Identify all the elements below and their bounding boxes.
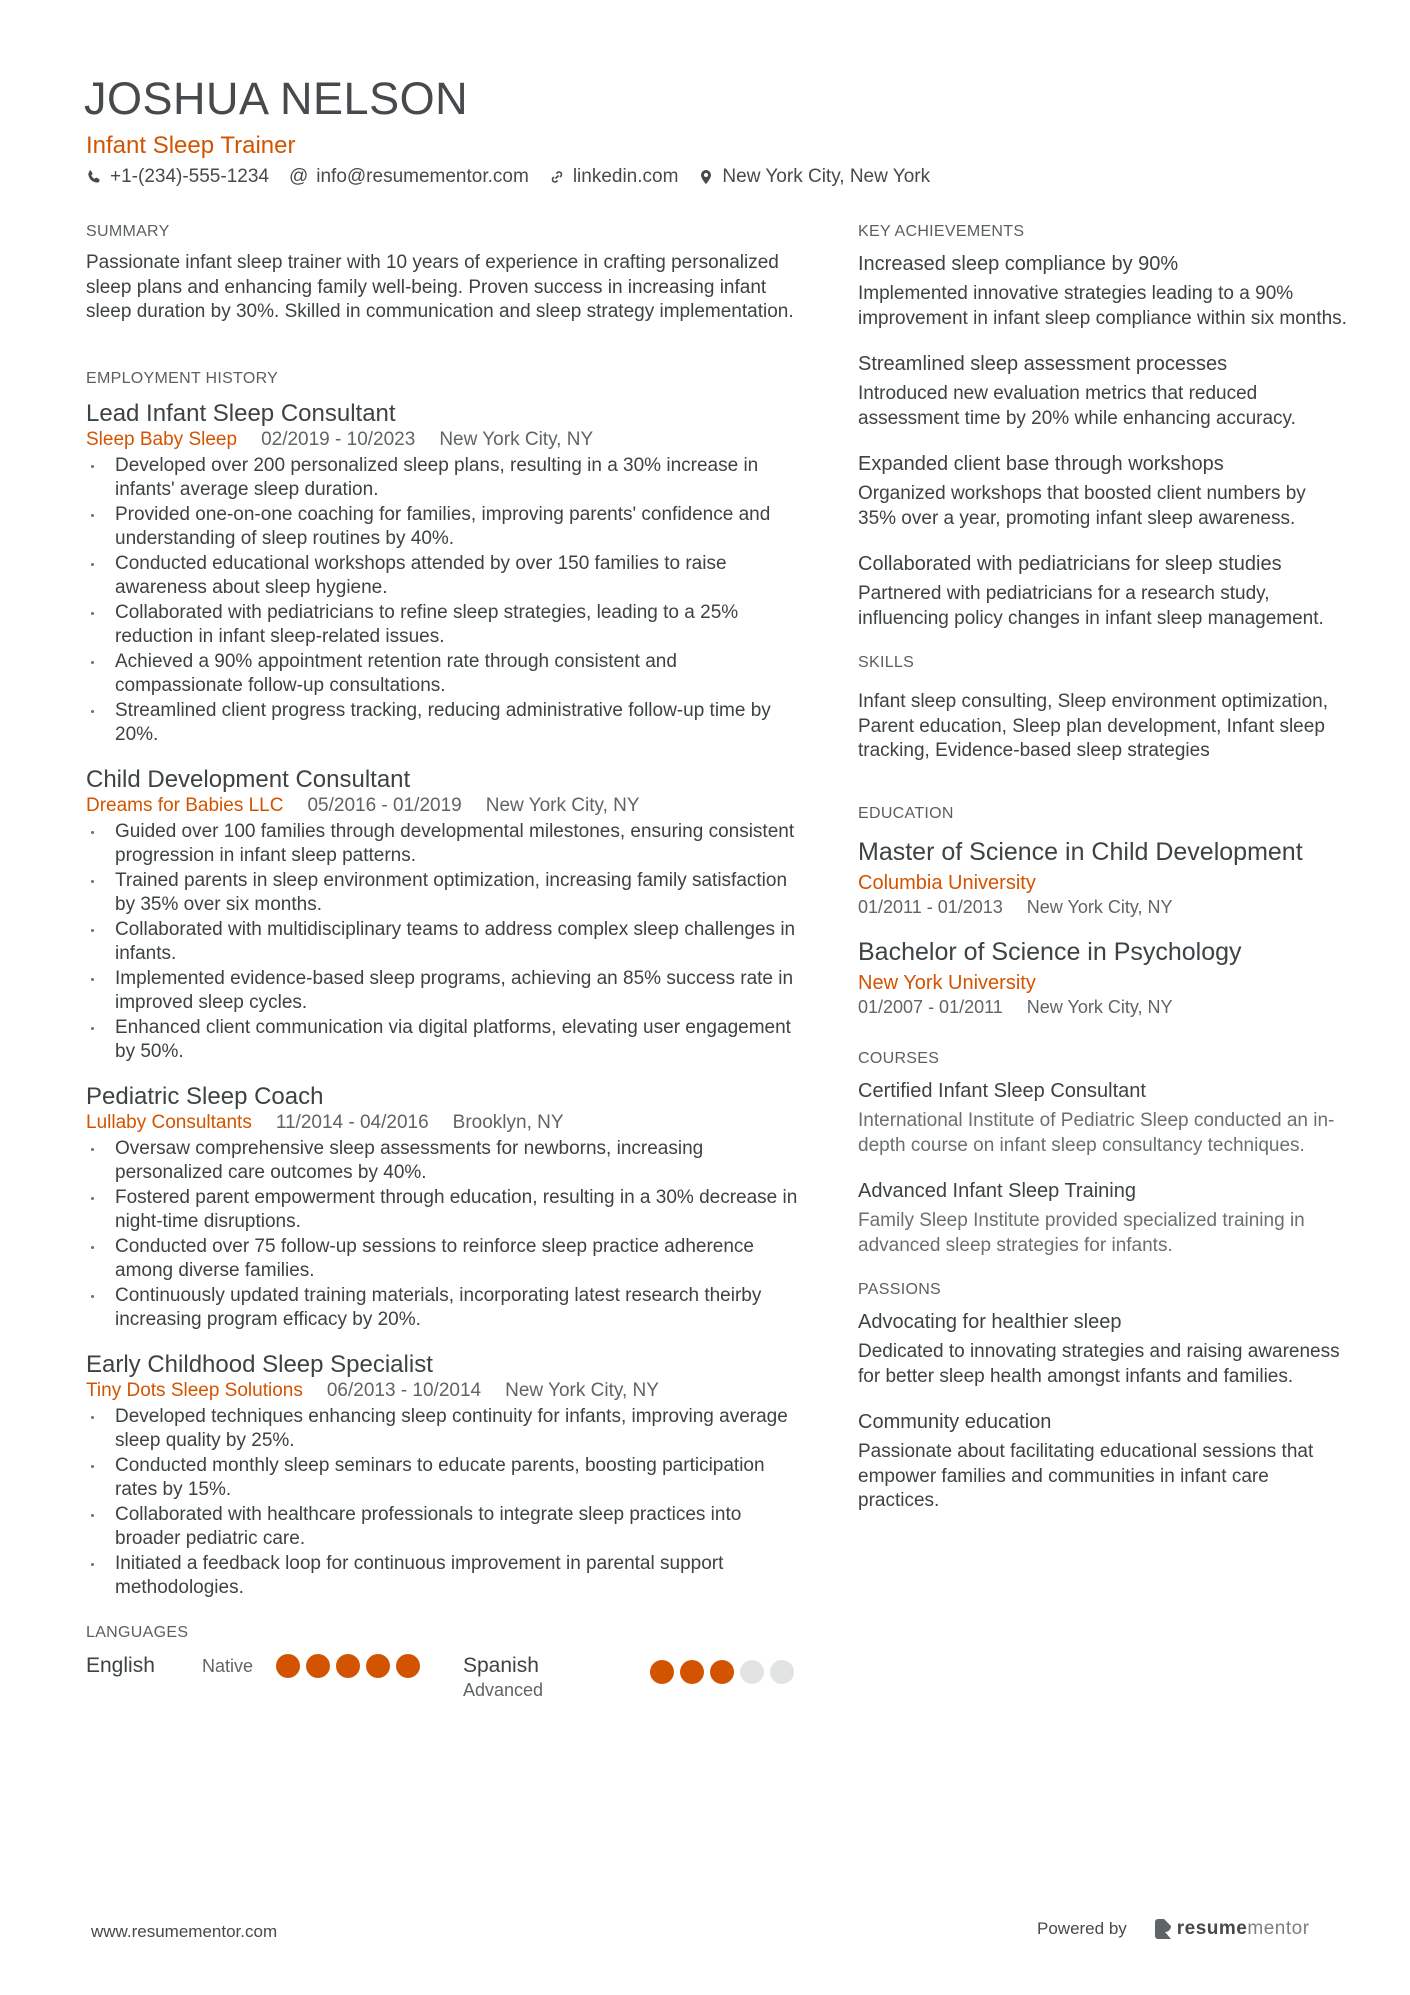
bullet-item: Developed techniques enhancing sleep continuity for infants, improving average sleep quality by 25%. bbox=[86, 1405, 806, 1454]
bullet-item: Enhanced client communication via digital platforms, elevating user engagement by 50%. bbox=[86, 1016, 806, 1065]
bullet-item: Collaborated with pediatricians to refine sleep strategies, leading to a 25% reduction in infant sleep-related issues. bbox=[86, 601, 806, 650]
contact-bar bbox=[86, 166, 930, 188]
education-location: New York City, NY bbox=[1026, 997, 1173, 1018]
brand-name-light: mentor bbox=[1247, 1918, 1310, 1939]
bullet-item: Continuously updated training materials, incorporating latest research theirby increasing program efficacy by 20%. bbox=[86, 1284, 806, 1333]
achievement-item bbox=[858, 551, 1348, 631]
skills-text: Infant sleep consulting, Sleep environment optimization, Parent education, Sleep plan development, Infant sleep tracking, Evidence-based sleep strategies bbox=[858, 691, 1328, 762]
language-rating bbox=[650, 1660, 794, 1684]
achievement-description: Partnered with pediatricians for a research study, influencing policy changes in infant sleep management. bbox=[858, 583, 1324, 629]
company-name: Tiny Dots Sleep Solutions bbox=[86, 1379, 303, 1401]
job-meta bbox=[86, 794, 806, 818]
education-meta bbox=[858, 895, 1348, 919]
achievement-title: Expanded client base through workshops bbox=[858, 453, 1224, 476]
degree-title: Bachelor of Science in Psychology bbox=[858, 938, 1242, 967]
course-title: Advanced Infant Sleep Training bbox=[858, 1180, 1136, 1203]
languages-heading: LANGUAGES bbox=[86, 1623, 189, 1641]
company-name: Sleep Baby Sleep bbox=[86, 428, 238, 450]
school-name: New York University bbox=[858, 972, 1036, 995]
job-title: Child Development Consultant bbox=[86, 765, 411, 793]
achievement-item bbox=[858, 351, 1348, 431]
course-item bbox=[858, 1078, 1348, 1158]
passion-item bbox=[858, 1309, 1348, 1389]
contact-phone-text: +1-(234)-555-1234 bbox=[110, 166, 269, 187]
passion-description: Dedicated to innovating strategies and raising awareness for better sleep health amongst infants and families. bbox=[858, 1341, 1340, 1387]
achievements-section bbox=[858, 222, 1348, 631]
achievement-description: Implemented innovative strategies leading to a 90% improvement in infant sleep compliance within six months. bbox=[858, 283, 1347, 329]
job-location: New York City, NY bbox=[485, 794, 640, 816]
achievement-title: Streamlined sleep assessment processes bbox=[858, 353, 1228, 376]
job-title: Pediatric Sleep Coach bbox=[86, 1082, 324, 1110]
contact-linkedin[interactable] bbox=[549, 166, 679, 188]
job-entry bbox=[86, 1351, 806, 1601]
employment-section bbox=[86, 369, 806, 1601]
contact-email-text: info@resumementor.com bbox=[316, 166, 529, 187]
location-pin-icon bbox=[698, 169, 714, 185]
company-name: Dreams for Babies LLC bbox=[86, 794, 284, 816]
footer-website-link[interactable]: www.resumementor.com bbox=[91, 1922, 278, 1941]
passion-item bbox=[858, 1409, 1348, 1514]
education-dates: 01/2007 - 01/2011 bbox=[858, 997, 1003, 1018]
job-meta bbox=[86, 1379, 806, 1403]
bullet-item: Fostered parent empowerment through education, resulting in a 30% decrease in night-time disruptions. bbox=[86, 1186, 806, 1235]
education-meta bbox=[858, 995, 1348, 1019]
education-heading: EDUCATION bbox=[858, 804, 954, 822]
summary-section bbox=[86, 222, 806, 325]
achievements-heading: KEY ACHIEVEMENTS bbox=[858, 223, 1025, 240]
bullet-item: Trained parents in sleep environment optimization, increasing family satisfaction by 35% over six months. bbox=[86, 869, 806, 918]
course-description: International Institute of Pediatric Sleep conducted an in-depth course on infant sleep consultancy techniques. bbox=[858, 1110, 1335, 1156]
contact-location-text: New York City, New York bbox=[722, 166, 931, 187]
employment-heading: EMPLOYMENT HISTORY bbox=[86, 369, 279, 387]
rating-dot-filled bbox=[680, 1660, 704, 1684]
courses-heading: COURSES bbox=[858, 1050, 940, 1068]
powered-by-label: Powered by bbox=[1037, 1919, 1127, 1938]
passion-title: Advocating for healthier sleep bbox=[858, 1311, 1122, 1334]
course-item bbox=[858, 1178, 1348, 1258]
language-name: English bbox=[86, 1654, 155, 1678]
right-column bbox=[858, 222, 1348, 1534]
job-location: New York City, NY bbox=[439, 428, 594, 450]
job-title: Early Childhood Sleep Specialist bbox=[86, 1350, 433, 1378]
language-name: Spanish bbox=[463, 1654, 539, 1678]
bullet-item: Developed over 200 personalized sleep plans, resulting in a 30% increase in infants' average sleep duration. bbox=[86, 454, 806, 503]
language-english bbox=[86, 1654, 420, 1678]
job-entry bbox=[86, 1083, 806, 1333]
job-entry bbox=[86, 766, 806, 1065]
job-bullets bbox=[86, 1137, 806, 1333]
passions-heading: PASSIONS bbox=[858, 1281, 942, 1299]
course-description: Family Sleep Institute provided specialized training in advanced sleep strategies for infants. bbox=[858, 1210, 1305, 1256]
bullet-item: Implemented evidence-based sleep programs, achieving an 85% success rate in improved sleep cycles. bbox=[86, 967, 806, 1016]
rating-dot-empty bbox=[740, 1660, 764, 1684]
education-dates: 01/2011 - 01/2013 bbox=[858, 897, 1003, 918]
bullet-item: Achieved a 90% appointment retention rate through consistent and compassionate follow-up consultations. bbox=[86, 650, 806, 699]
job-dates: 02/2019 - 10/2023 bbox=[261, 428, 416, 450]
job-bullets bbox=[86, 454, 806, 748]
job-location: New York City, NY bbox=[505, 1379, 659, 1401]
achievement-item bbox=[858, 451, 1348, 531]
rating-dot-filled bbox=[366, 1654, 390, 1678]
job-bullets bbox=[86, 820, 806, 1065]
rating-dot-filled bbox=[396, 1654, 420, 1678]
bullet-item: Conducted educational workshops attended by over 150 families to raise awareness about sleep hygiene. bbox=[86, 552, 806, 601]
contact-phone[interactable] bbox=[86, 166, 269, 188]
at-icon: @ bbox=[288, 166, 309, 187]
language-spanish bbox=[463, 1654, 543, 1702]
contact-location bbox=[698, 166, 930, 188]
language-level: Advanced bbox=[463, 1680, 544, 1701]
summary-text: Passionate infant sleep trainer with 10 years of experience in crafting personalized sleep plans and enhancing family well-being. Proven success in increasing infant sleep duration by 30%. Skilled in communication and sleep strategy implementation. bbox=[86, 252, 794, 323]
left-column bbox=[86, 222, 806, 1714]
job-dates: 06/2013 - 10/2014 bbox=[326, 1379, 482, 1401]
passion-description: Passionate about facilitating educational sessions that empower families and communities in infant care practices. bbox=[858, 1441, 1314, 1512]
passion-title: Community education bbox=[858, 1411, 1052, 1434]
achievement-item bbox=[858, 251, 1348, 331]
achievement-description: Introduced new evaluation metrics that reduced assessment time by 20% while enhancing accuracy. bbox=[858, 383, 1296, 429]
achievement-description: Organized workshops that boosted client numbers by 35% over a year, promoting infant sleep awareness. bbox=[858, 483, 1306, 529]
skills-section bbox=[858, 653, 1348, 764]
job-title-headline: Infant Sleep Trainer bbox=[86, 132, 296, 159]
passions-section bbox=[858, 1280, 1348, 1514]
achievement-title: Increased sleep compliance by 90% bbox=[858, 253, 1179, 276]
phone-icon bbox=[86, 169, 102, 185]
resumementor-logo-icon bbox=[1155, 1919, 1171, 1939]
brand-name-bold: resume bbox=[1176, 1918, 1248, 1939]
language-level: Native bbox=[202, 1655, 254, 1676]
company-name: Lullaby Consultants bbox=[86, 1111, 252, 1133]
languages-section bbox=[86, 1623, 806, 1714]
bullet-item: Streamlined client progress tracking, reducing administrative follow-up time by 20%. bbox=[86, 699, 806, 748]
contact-email[interactable] bbox=[289, 166, 529, 188]
rating-dot-filled bbox=[276, 1654, 300, 1678]
bullet-item: Collaborated with multidisciplinary teams to address complex sleep challenges in infants. bbox=[86, 918, 806, 967]
degree-title: Master of Science in Child Development bbox=[858, 838, 1303, 867]
achievement-title: Collaborated with pediatricians for sleep studies bbox=[858, 553, 1282, 576]
resumementor-logo[interactable] bbox=[1155, 1918, 1310, 1940]
education-section bbox=[858, 804, 1348, 1019]
rating-dot-filled bbox=[650, 1660, 674, 1684]
language-rating bbox=[276, 1654, 420, 1678]
education-item bbox=[858, 937, 1348, 1019]
link-icon bbox=[549, 169, 565, 185]
rating-dot-empty bbox=[770, 1660, 794, 1684]
job-location: Brooklyn, NY bbox=[452, 1111, 564, 1133]
rating-dot-filled bbox=[336, 1654, 360, 1678]
job-entry bbox=[86, 400, 806, 748]
rating-dot-filled bbox=[710, 1660, 734, 1684]
job-dates: 11/2014 - 04/2016 bbox=[275, 1111, 429, 1133]
summary-heading: SUMMARY bbox=[86, 223, 170, 240]
bullet-item: Provided one-on-one coaching for families, improving parents' confidence and understanding of sleep routines by 40%. bbox=[86, 503, 806, 552]
job-title: Lead Infant Sleep Consultant bbox=[86, 399, 396, 427]
skills-heading: SKILLS bbox=[858, 654, 915, 672]
job-bullets bbox=[86, 1405, 806, 1601]
languages-row bbox=[86, 1654, 806, 1714]
school-name: Columbia University bbox=[858, 872, 1036, 895]
candidate-name: JOSHUA NELSON bbox=[84, 73, 469, 124]
job-meta bbox=[86, 1111, 806, 1135]
course-title: Certified Infant Sleep Consultant bbox=[858, 1080, 1146, 1103]
footer-branding bbox=[1037, 1918, 1310, 1940]
contact-linkedin-text: linkedin.com bbox=[572, 166, 679, 187]
bullet-item: Conducted monthly sleep seminars to educate parents, boosting participation rates by 15%. bbox=[86, 1454, 806, 1503]
bullet-item: Initiated a feedback loop for continuous improvement in parental support methodologies. bbox=[86, 1552, 806, 1601]
job-dates: 05/2016 - 01/2019 bbox=[307, 794, 462, 816]
courses-section bbox=[858, 1049, 1348, 1258]
bullet-item: Guided over 100 families through developmental milestones, ensuring consistent progression in infant sleep patterns. bbox=[86, 820, 806, 869]
bullet-item: Collaborated with healthcare professionals to integrate sleep practices into broader pediatric care. bbox=[86, 1503, 806, 1552]
bullet-item: Oversaw comprehensive sleep assessments for newborns, increasing personalized care outcomes by 40%. bbox=[86, 1137, 806, 1186]
education-location: New York City, NY bbox=[1026, 897, 1173, 918]
job-meta bbox=[86, 428, 806, 452]
bullet-item: Conducted over 75 follow-up sessions to reinforce sleep practice adherence among diverse families. bbox=[86, 1235, 806, 1284]
rating-dot-filled bbox=[306, 1654, 330, 1678]
education-item bbox=[858, 837, 1348, 919]
